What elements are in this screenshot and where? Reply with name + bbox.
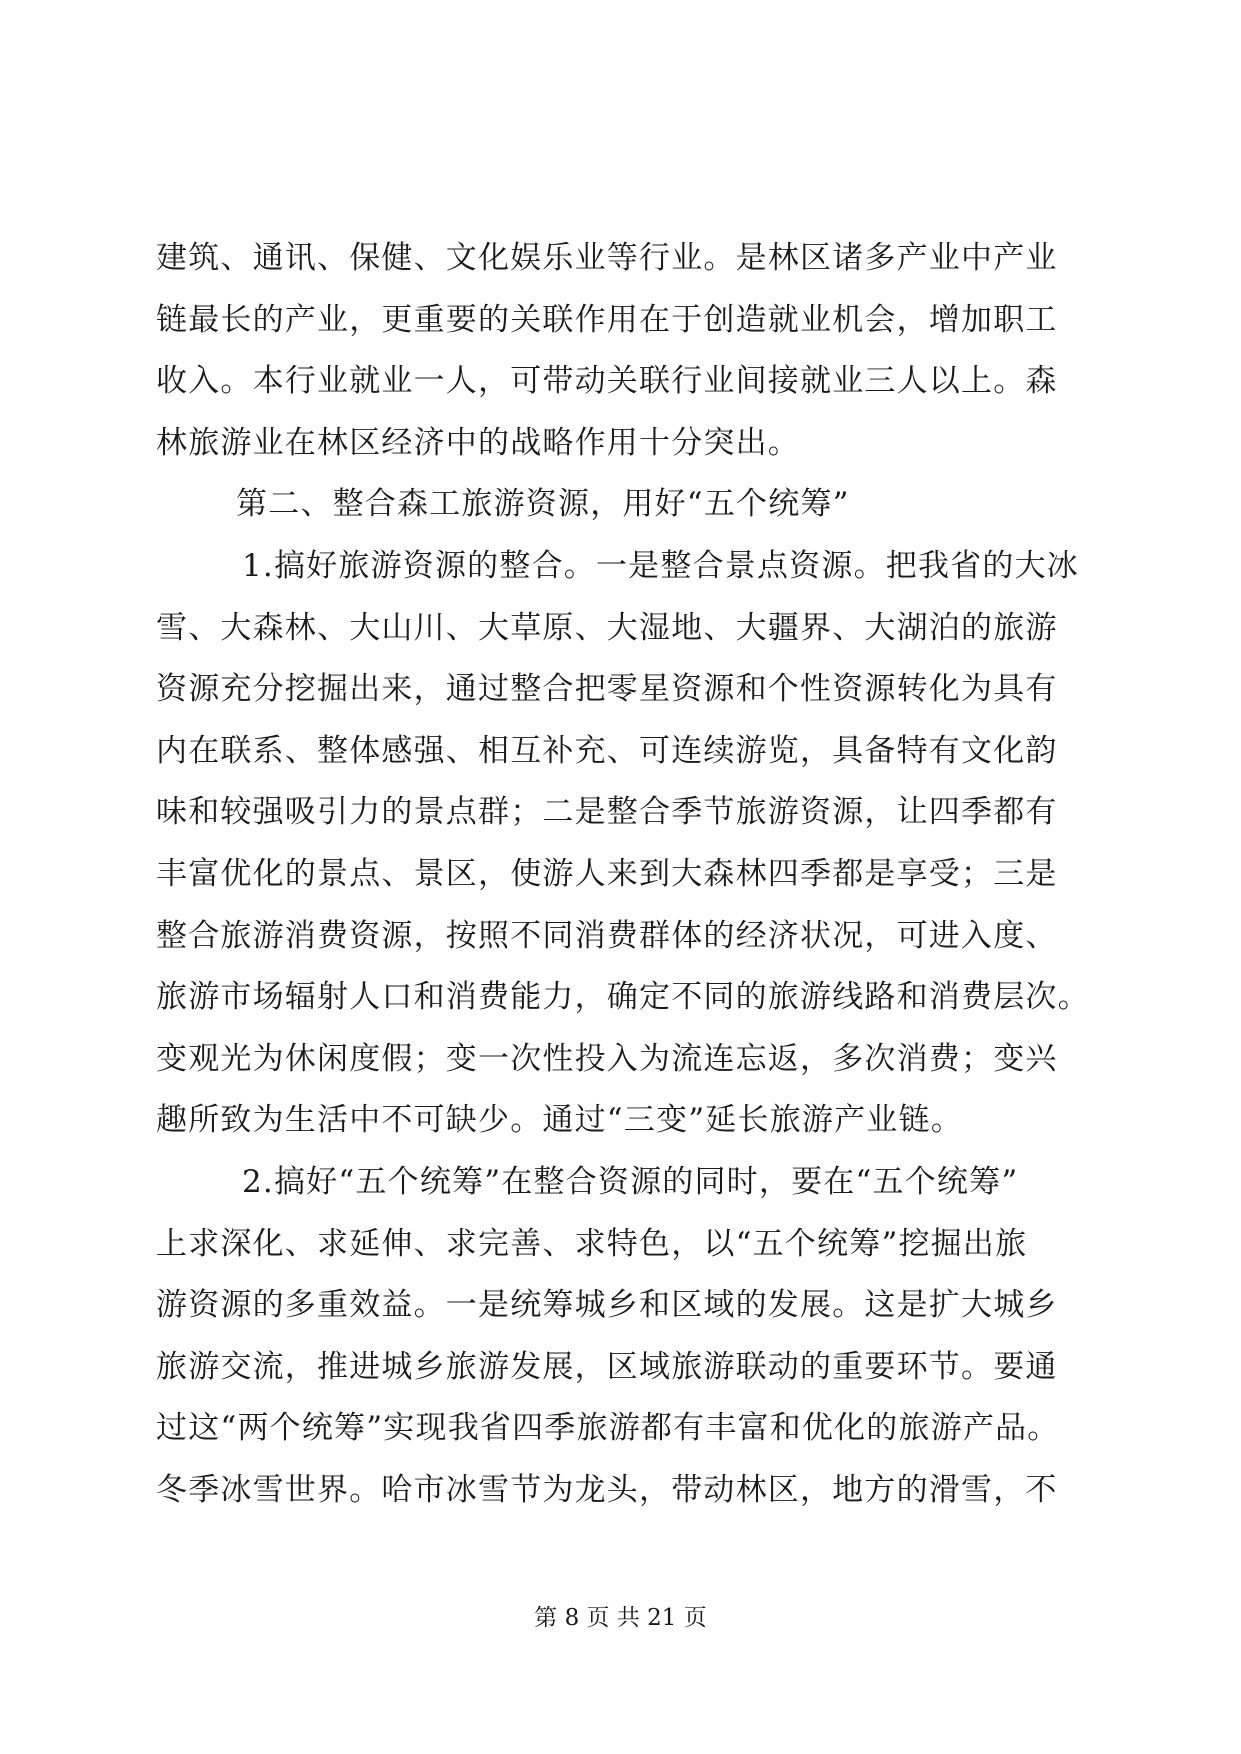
text-line: 链最长的产业，更重要的关联作用在于创造就业机会，增加职工 (156, 301, 1058, 338)
paragraph-start: 1.搞好旅游资源的整合。一是整合景点资源。把我省的大冰 (242, 547, 1079, 584)
text-line: 建筑、通讯、保健、文化娱乐业等行业。是林区诸多产业中产业 (156, 240, 1058, 276)
text-line: 林旅游业在林区经济中的战略作用十分突出。 (156, 424, 800, 461)
text-line: 趣所致为生活中不可缺少。通过“三变”延长旅游产业链。 (156, 1102, 963, 1139)
body-text (156, 228, 1090, 1521)
text-line: 整合旅游消费资源，按照不同消费群体的经济状况，可进入度、 (156, 917, 1058, 954)
text-line: 变观光为休闲度假；变一次性投入为流连忘返，多次消费；变兴 (156, 1040, 1058, 1077)
text-line: 游资源的多重效益。一是统筹城乡和区域的发展。这是扩大城乡 (156, 1287, 1058, 1324)
section-heading: 第二、整合森工旅游资源，用好“五个统筹” (236, 486, 850, 523)
paragraph-start: 2.搞好“五个统筹”在整合资源的同时，要在“五个统筹” (242, 1163, 1019, 1200)
text-line: 丰富优化的景点、景区，使游人来到大森林四季都是享受；三是 (156, 855, 1058, 892)
text-line: 雪、大森林、大山川、大草原、大湿地、大疆界、大湖泊的旅游 (156, 609, 1058, 646)
text-line: 旅游交流，推进城乡旅游发展，区域旅游联动的重要环节。要通 (156, 1348, 1058, 1385)
text-line: 旅游市场辐射人口和消费能力，确定不同的旅游线路和消费层次。 (156, 979, 1090, 1016)
text-line: 内在联系、整体感强、相互补充、可连续游览，具备特有文化韵 (156, 732, 1058, 769)
text-line: 上求深化、求延伸、求完善、求特色，以“五个统筹”挖掘出旅 (156, 1225, 1028, 1262)
page-number-footer: 第 8 页 共 21 页 (534, 1605, 707, 1631)
text-line: 味和较强吸引力的景点群；二是整合季节旅游资源，让四季都有 (156, 794, 1058, 831)
text-line: 收入。本行业就业一人，可带动关联行业间接就业三人以上。森 (156, 363, 1058, 400)
text-line: 冬季冰雪世界。哈市冰雪节为龙头，带动林区，地方的滑雪，不 (156, 1471, 1058, 1508)
text-line: 资源充分挖掘出来，通过整合把零星资源和个性资源转化为具有 (156, 671, 1058, 708)
text-line: 过这“两个统筹”实现我省四季旅游都有丰富和优化的旅游产品。 (156, 1410, 1060, 1447)
